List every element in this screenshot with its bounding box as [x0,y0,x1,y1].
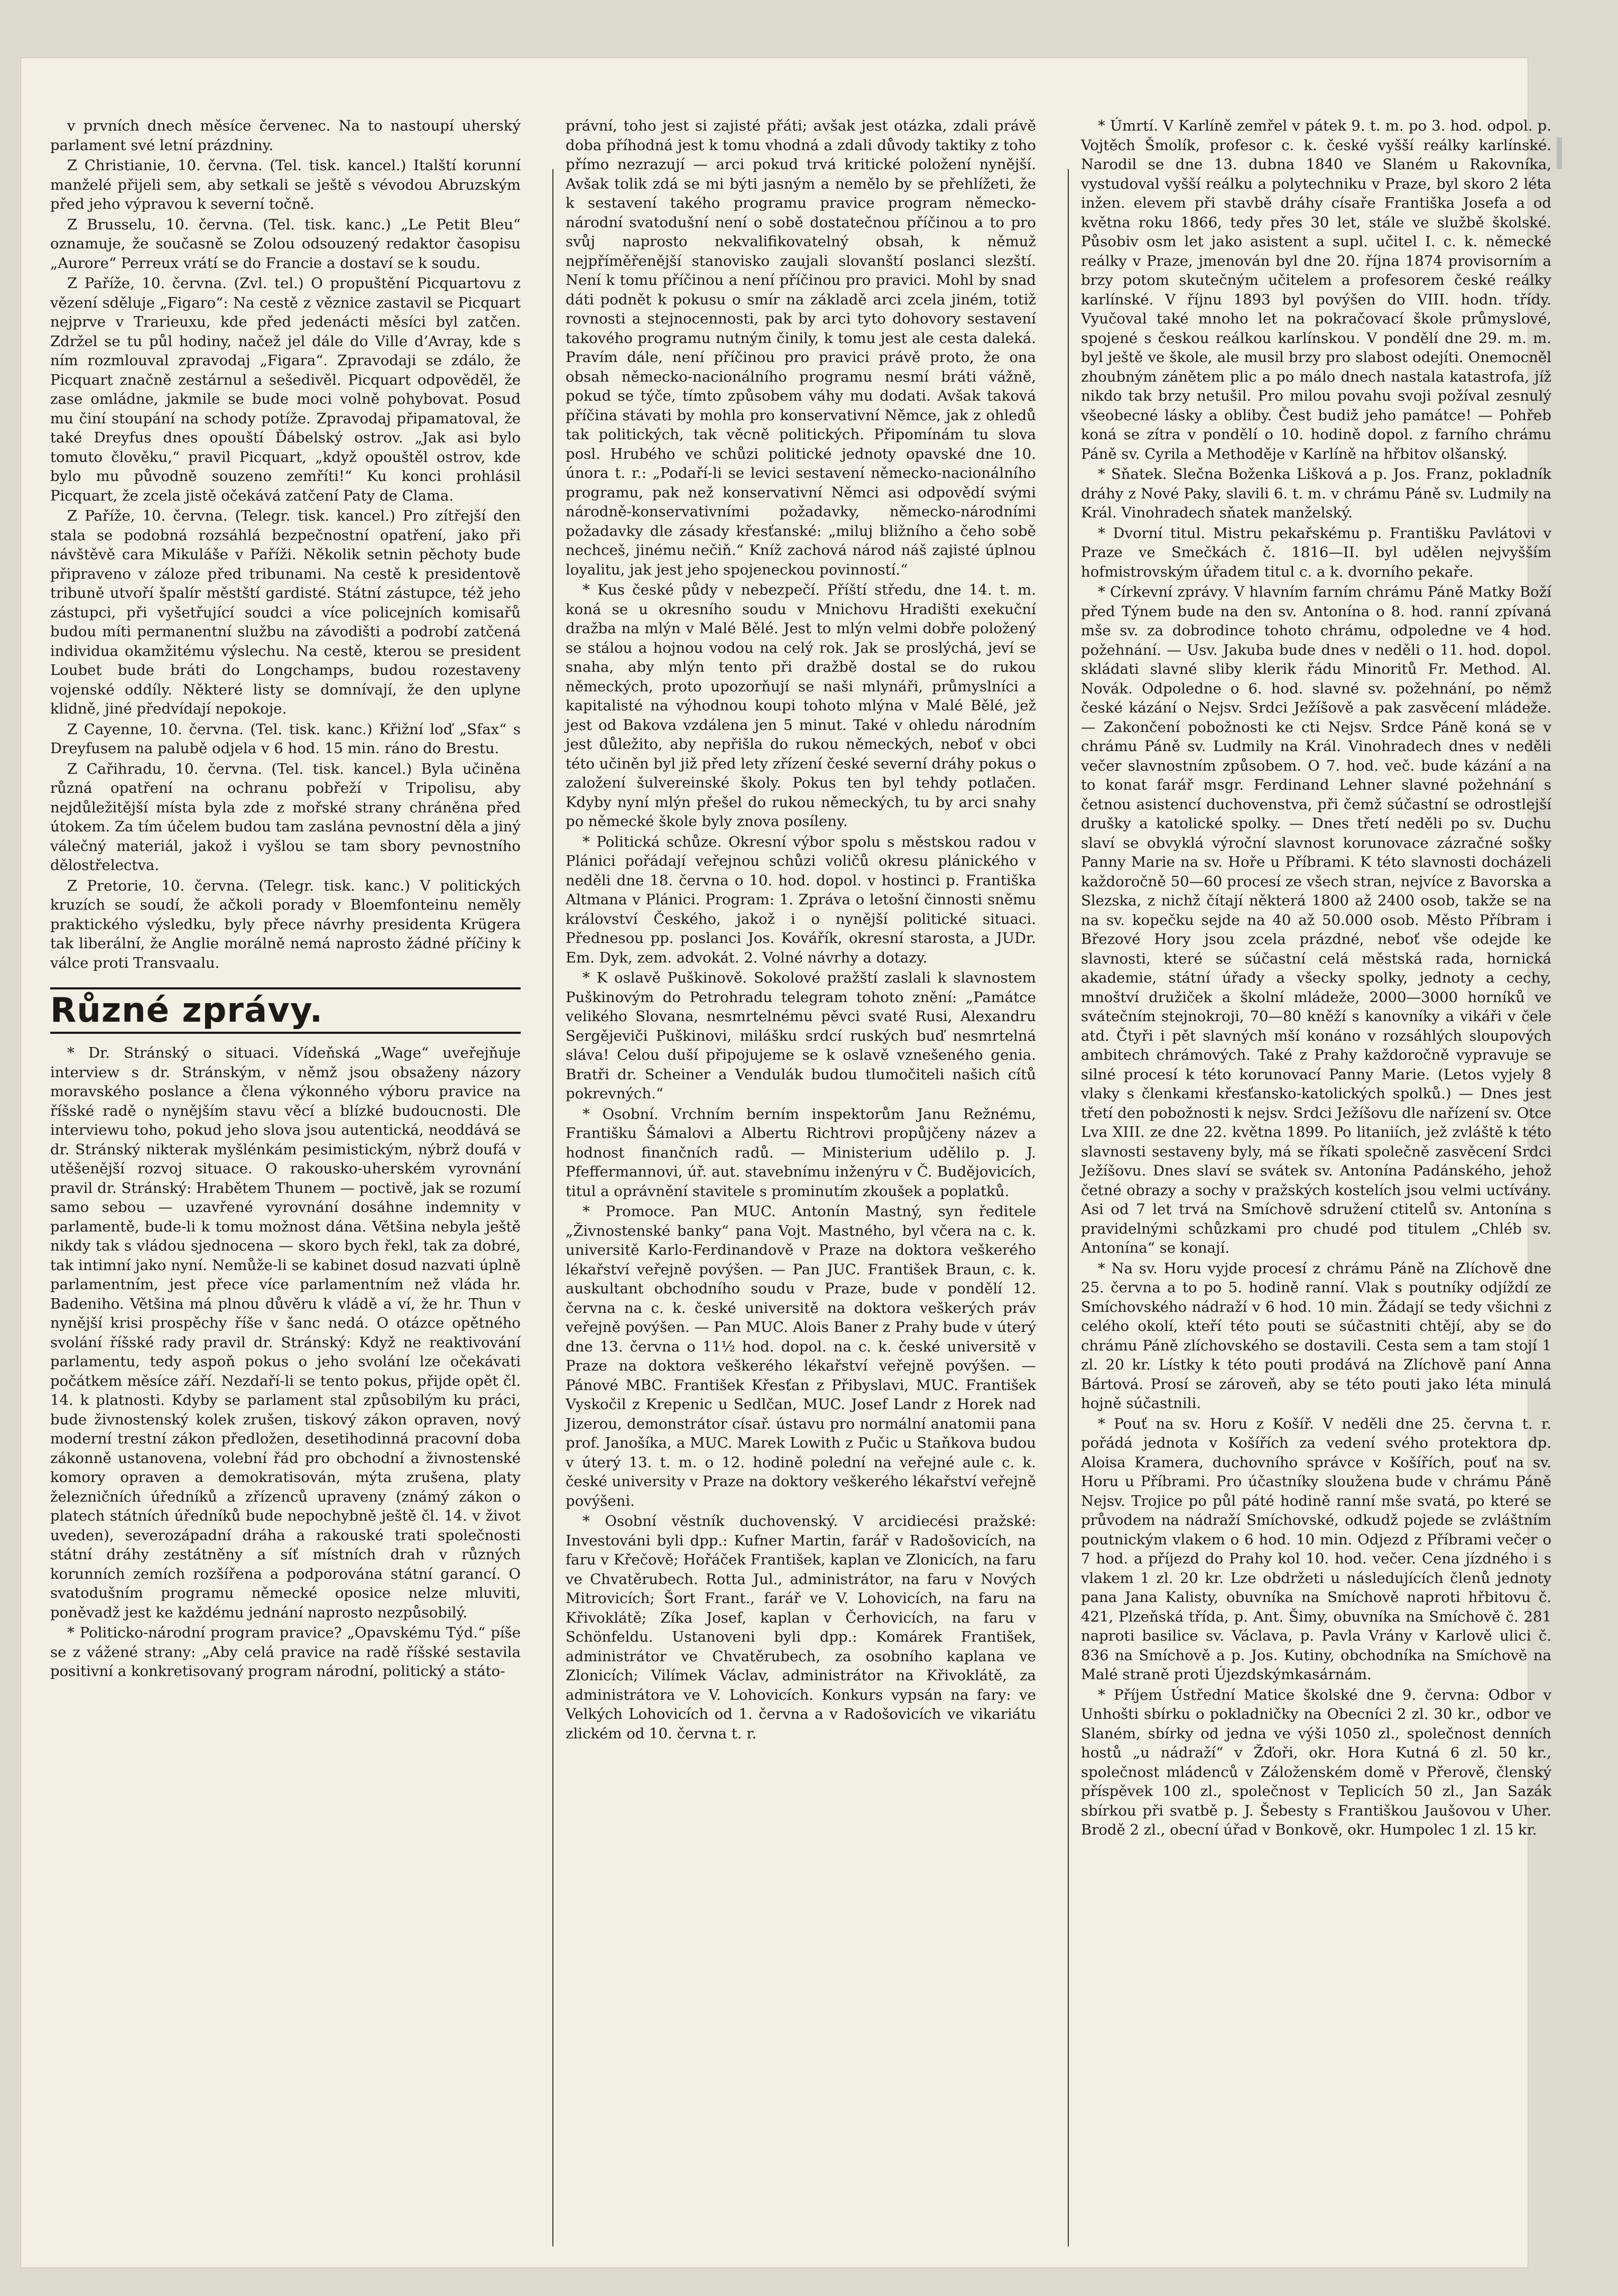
news-paragraph: * Církevní zprávy. V hlavním farním chrámu Páně Matky Boží před Týnem bude na den sv. Antonína o 8. hod. ranní zpívaná mše sv. za dobrodince tohoto chrámu, odpoledne ve 4 hod. požehnání. — Usv. Jakuba bude dnes v neděli o 11. hod. dopol. skládati slavné sliby klerik řádu Minoritů Fr. Method. Al. Novák. Odpoledne o 6. hod. slavné sv. požehnání, po němž české kázání o Nejsv. Srdci Ježíšově a pak zasvěcení mládeže. — Zakončení pobožnosti ke cti Nejsv. Srdce Páně koná se v chrámu Páně sv. Ludmily na Král. Vinohradech dnes v neděli večer slavnostním způsobem. O 7. hod. več. bude kázání a na to konat farář msgr. Ferdinand Lehner slavné požehnání s četnou asistencí duchovenstva, při čemž súčastní se odrostlejší drušky a katolické spolky. — Dnes třetí neděli po sv. Duchu slaví se obvyklá výroční slavnost korunovace zázračné sošky Panny Marie na sv. Hoře u Příbrami. K této slavnosti docházeli každoročně 50—60 procesí ze všech stran, nejvíce z Bavorska a Slezska, z nichž čítají některá 1800 až 2400 osob, takže se na na sv. kopečku sejde na 40 až 50.000 osob. Město Příbram i Březové Hory jsou zcela prázdné, neboť vše odejde ke slavnosti, které se súčastní celá městská rada, hornická akademie, státní úřady a všecky spolky, jednoty a cechy, mnoštví družiček a školní mládeže, 2000—3000 horníků ve svátečním stejnokroji, 70—80 kněží s kanovníky a vikáři v čele atd. Čtyři i pět slavných mší konáno v rozsáhlých sloupových ambitech chrámových. Také z Prahy každoročně vypravuje se silné procesí k této korunovací Panny Marie. (Letos vyjely 8 vlaky s členkami křesťansko-katolických spolků.) — Dnes jest třetí den pobožnosti k nejsv. Srdci Ježíšovu dle nařízení sv. Otce Lva XIII. ze dne 22. května 1899. Po litaniích, jež zvláště k této slavnosti sestaveny byly, má se říkati společně zasvěcení Srdci Ježíšovu. Dnes slaví se svátek sv. Antonína Padánského, jehož četné obrazy a sochy v pražských kostelích jsou velmi uctívány. Asi od 7 let trvá na Smíchově sdružení ctitelů sv. Antonína s pravidelnými schůzkami pro chudé pod titulem „Chléb sv. Antonína“ se konají. [1081,584,1551,1256]
column-left [50,116,521,1681]
news-paragraph: * Pouť na sv. Horu z Košíř. V neděli dne 25. června t. r. pořádá jednota v Košířích za vedení svého protektora dp. Aloisa Kramera, duchovního správce v Košířích, pouť na sv. Horu u Příbrami. Pro účastníky sloužena bude v chrámu Páně Nejsv. Trojice po půl páté hodině ranní mše svatá, po které se průvodem na nádraží Smíchovské, odkudž pojede se zvláštním poutnickým vlakem o 6 hod. 10 min. Odjezd z Příbrami večer o 7 hod. a příjezd do Prahy kol 10. hod. večer. Cena jízdného i s vlakem 1 zl. 20 kr. Lze obdržeti u následujících členů jednoty pana Jana Kalisty, obuvníka na Smíchově naproti hřbitovu č. 421, Plzeňská třída, p. Ant. Šimy, obuvníka na Smíchově č. 281 naproti basilice sv. Václava, p. Pavla Vrány v Karlově ulici č. 836 na Smíchově a p. Jos. Kutiny, obchodníka na Smíchově na Malé straně proti Újezdskýmkasárnám. [1081,1415,1551,1683]
column-rule-left [552,169,553,2246]
news-paragraph: * K oslavě Puškinově. Sokolové pražští zaslali k slavnostem Puškinovým do Petrohradu telegram tohoto znění: „Památce velikého Slovana, nesmrtelnému pěvci svaté Rusi, Alexandru Sergějeviči Puškinovi, milášku srdcí ruských buď nesmrtelná sláva! Celou duší připojujeme se k oslavě vznešeného genia. Bratři dr. Scheiner a Vendulák budou tlumočiteli našich cítů pokrevných.“ [566,969,1036,1102]
news-paragraph: * Na sv. Horu vyjde procesí z chrámu Páně na Zlíchově dne 25. června a to po 5. hodině ranní. Vlak s poutníky odjíždí ze Smíchovského nádraží v 6 hod. 10 min. Žádají se tedy všichni z celého okolí, kteří této pouti se súčastniti chtějí, aby se do chrámu Páně zlíchovského se dostavili. Cesta sem a tam stojí 1 zl. 20 kr. Lístky k této pouti prodává na Zlíchově paní Anna Bártová. Prosí se zároveň, aby se této pouti jako léta minulá hojně súčastnili. [1081,1260,1551,1412]
news-paragraph: Z Brusselu, 10. června. (Tel. tisk. kanc.) „Le Petit Bleu“ oznamuje, že současně se Zolou odsouzený redaktor časopisu „Aurore“ Perreux vrátí se do Francie a dostaví se k soudu. [50,216,521,272]
news-paragraph: Z Christianie, 10. června. (Tel. tisk. kancel.) Italští korunní manželé přijeli sem, aby setkali se ještě s vévodou Abruzským před jeho výpravou k severní točně. [50,157,521,212]
news-paragraph: Z Cayenne, 10. června. (Tel. tisk. kanc.) Křižní loď „Sfax“ s Dreyfusem na palubě odjela v 6 hod. 15 min. ráno do Brestu. [50,720,521,757]
newspaper-page [21,58,1551,2267]
news-paragraph: v prvních dnech měsíce červenec. Na to nastoupí uherský parlament své letní prázdniny. [50,117,521,154]
news-paragraph: * Příjem Ústřední Matice školské dne 9. června: Odbor v Unhošti sbírku o pokladničky na Obecníci 2 zl. 30 kr., odbor ve Slaném, sbírky od jedna ve výši 1050 zl., společnost denních hostů „u nádraží“ v Žďoři, okr. Hora Kutná 6 zl. 50 kr., společnost mládenců v Záloženském domě v Přerově, členský příspěvek 100 zl., společnost v Teplicích 50 zl., Jan Sazák sbírkou při svatbě p. J. Šebesty s Františkou Jaušovou v Uher. Brodě 2 zl., obecní úřad v Bonkově, okr. Humpolec 1 zl. 15 kr. [1081,1686,1551,1838]
page-margin-mark [1557,137,1562,169]
news-paragraph: * Sňatek. Slečna Boženka Lišková a p. Jos. Franz, pokladník dráhy z Nové Paky, slavili 6. t. m. v chrámu Páně sv. Ludmily na Král. Vinohradech sňatek manželský. [1081,466,1551,521]
news-paragraph: * Osobní. Vrchním berním inspektorům Janu Režnému, Františku Šámalovi a Albertu Richtrovi propůjčeny název a hodnost finančních radů. — Ministerium udělilo p. J. Pfeffermannovi, úř. aut. stavebnímu inženýru v Č. Budějovicích, titul a oprávnění stavitele s prominutím zkoušek a poplatků. [566,1105,1036,1200]
news-paragraph: Z Cařihradu, 10. června. (Tel. tisk. kancel.) Byla učiněna různá opatření na ochranu pobřeží v Tripolisu, aby nejdůležitější místa byla zde z mořské strany chráněna před útokem. Za tím účelem budou tam zaslána pevnostní děla a jiný válečný materiál, jakož i vyšlou se tam sbory pevnostního dělostřelectva. [50,760,521,874]
column-rule-right [1068,169,1069,2246]
news-paragraph: * Kus české půdy v nebezpečí. Příští středu, dne 14. t. m. koná se u okresního soudu v Mnichovu Hradišti exekuční dražba na mlýn v Malé Bělé. Jest to mlýn velmi dobře položený se stálou a hojnou vodou na celý rok. Jak se proslýchá, jeví se snaha, aby mlýn tento při dražbě dostal se do rukou německých, proto upozorňují se naši mlynáři, průmyslníci a kapitalisté na výhodnou koupi tohoto mlýna v Malé Bělé, jež jest od Bakova vzdálena jen 5 minut. Také v ohledu národním jest důležito, aby nepřišla do rukou německých, neboť v obci této učiněn byl již před lety zřízení české severní dráhy pokus o založení šulvereinské školy. Pokus ten byl tehdy potlačen. Kdyby nyní mlýn přešel do rukou německých, tu by arci snahy po německé škole byly znova posíleny. [566,581,1036,830]
news-paragraph: * Úmrtí. V Karlíně zemřel v pátek 9. t. m. po 3. hod. odpol. p. Vojtěch Šmolík, profesor c. k. české vyšší reálky karlínské. Narodil se dne 13. dubna 1840 ve Slaném u Rakovníka, vystudoval vyšší reálku a polytechniku v Praze, byl skoro 2 léta inžen. elevem při stavbě dráhy císaře Františka Josefa a od května roku 1866, tedy přes 30 let, stále ve službě školské. Působiv osm let jako asistent a supl. učitel I. c. k. německé reálky v Praze, jmenován byl dne 20. října 1874 provisorním a brzy potom skutečným učitelem a profesorem české reálky karlínské. V říjnu 1893 byl povýšen do VIII. hodn. třídy. Vyučoval také mnoho let na pokračovací škole průmyslové, spojené s českou reálkou karlínskou. V pondělí dne 29. m. m. byl ještě ve škole, ale musil brzy pro slabost odejíti. Onemocněl zhoubným zánětem plic a po málo dnech nastala katastrofa, jíž nikdo tak brzy netušil. Pro milou povahu svoji požíval zesnulý všeobecné lásky a obliby. Čest budiž jeho památce! — Pohřeb koná se zítra v pondělí o 10. hodině dopol. z farního chrámu Páně sv. Cyrila a Methoděje v Karlíně na hřbitov olšanský. [1081,117,1551,462]
news-paragraph: * Dvorní titul. Mistru pekařskému p. Františku Pavlátovi v Praze ve Smečkách č. 1816—II. byl udělen nejvyšším hofmistrovským úřadem titul c. a k. dvorního pekaře. [1081,524,1551,580]
column-middle [566,116,1036,1743]
news-paragraph: * Promoce. Pan MUC. Antonín Mastný, syn ředitele „Živnostenské banky“ pana Vojt. Mastného, byl včera na c. k. universitě Karlo-Ferdinandově v Praze na doktora veškerého lékařství veřejně povýšen. — Pan JUC. František Braun, c. k. auskultant obchodního soudu v Praze, bude v pondělí 12. června na c. k. české universitě na doktora veškerých práv veřejně povýšen. — Pan MUC. Alois Baner z Prahy bude v úterý dne 13. června o 11½ hod. dopol. na c. k. české universitě v Praze na doktora veškerého lékařství veřejně povýšen. — Pánové MBC. František Křesťan z Přibyslavi, MUC. František Vyskočil z Krepenic u Sedlčan, MUC. Josef Landr z Horek nad Jizerou, demonstrátor císař. ústavu pro normální anatomii pana prof. Janošíka, a MUC. Marek Lowith z Pučic u Staňkova budou v úterý 13. t. m. o 12. hodině polední na veřejné aule c. k. české university v Praze na doktory veškerého lékařství veřejně povýšeni. [566,1203,1036,1510]
news-paragraph: * Politická schůze. Okresní výbor spolu s městskou radou v Plánici pořádají veřejnou schůzi voličů okresu plánického v neděli dne 18. června o 10. hod. dopol. v hostinci p. Františka Altmana v Plánici. Program: 1. Zpráva o letošní činnosti sněmu království Českého, jakož i o nynější politické situaci. Přednesou pp. poslanci Jos. Kovářík, okresní starosta, a JUDr. Em. Dyk, zem. advokát. 2. Volné návrhy a dotazy. [566,833,1036,966]
news-paragraph: Z Paříže, 10. června. (Zvl. tel.) O propuštění Picquartovu z vězení sděluje „Figaro“: Na cestě z věznice zastavil se Picquart nejprve v Trarieuxu, kde před jedenácti měsíci byl zatčen. Zdržel se tu půl hodiny, načež jel dále do Ville d’Avray, kde s ním rozmlouval zpravodaj „Figara“. Zpravodaji se zdálo, že Picquart značně zestárnul a sešedivěl. Picquart odpověděl, že zase omládne, jakmile se bude moci volně pohybovat. Posud mu činí stoupání na schody potíže. Zpravodaj připamatoval, že také Dreyfus dnes opouští Ďábelský ostrov. „Jak asi bylo tomuto člověku,“ pravil Picquart, „když opouštěl ostrov, kde bylo mu původně souzeno zemříti!“ Ku konci prohlásil Picquart, že zcela jistě očekává zatčení Paty de Clama. [50,275,521,504]
news-paragraph: * Dr. Stránský o situaci. Vídeňská „Wage“ uveřejňuje interview s dr. Stránským, v němž jsou obsaženy názory moravského poslance a člena výkonného výboru pravice na říšské radě o nynějším stavu věcí a blízké budoucnosti. Dle interviewu toho, pokud jeho slova jsou autentická, neoddává se dr. Stránský nikterak myšlénkám pesimistickým, nýbrž doufá v utěšenější rozvoj situace. O rakousko-uherském vyrovnání pravil dr. Stránský: Hrabětem Thunem — poctivě, jak se rozumí samo sebou — uzavřené vyrovnání dosáhne indemnity v parlamentě, bude-li k tomu možnost dána. Většina nebyla ještě nikdy tak s vládou sjednocena — skoro bych řekl, tak za dobré, tak intimní jako nyní. Nemůže-li se kabinet dosud nazvati úplně parlamentním, jest přece více parlamentním než vláda hr. Badeniho. Většina má plnou důvěru k vládě a ví, že hr. Thun v nynější krisi prospěchy říše v šanc nedá. O otázce opětného svolání říšské rady pravil dr. Stránský: Když ne reaktivování parlamentu, tedy aspoň pokus o jeho svolání lze očekávati počátkem měsíce září. Nezdaří-li se tento pokus, přijde opět čl. 14. k platnosti. Kdyby se parlament stal způsobilým ku práci, bude živnostenský kolek zrušen, tiskový zákon opraven, nový moderní trestní zákon předložen, desetihodinná pracovní doba zákonně ustanovena, volební řád pro obchodní a živnostenské komory opraven a demokratisován, mýta zrušena, platy železničních úředníků a zřízenců upraveny (známý zákon o platech státních úředníků bude nepochybně ještě čl. 14. v život uveden), severozápadní dráha a rakouské trati společnosti státní dráhy zestátněny a síť místních drah v různých korunních zemích rozšířena a podporována státní garancí. O svatodušním programu německé oposice nelze mluviti, poněvadž jest ke každému jednání naprosto nezpůsobilý. [50,1044,521,1621]
section-heading: Různé zprávy. [50,987,521,1034]
news-paragraph: * Politicko-národní program pravice? „Opavskému Týd.“ píše se z vážené strany: „Aby celá pravice na radě říšské sestavila positivní a konkretisovaný program národní, politický a státo- [50,1624,521,1680]
news-paragraph: * Osobní věstník duchovenský. V arcidiecési pražské: Investováni byli dpp.: Kufner Martin, farář v Radošovicích, na faru v Křečově; Hořáček František, kaplan ve Zlonicích, na faru ve Chvatěrubech. Rotta Jul., administrátor, na faru v Nových Mitrovicích; Šort Frant., farář ve V. Lohovicích, na faru na Křivoklátě; Zíka Josef, kaplan v Čerhovicích, na faru v Schönfeldu. Ustanoveni byli dpp.: Komárek František, administrátor ve Chvatěrubech, za osobního kaplana ve Zlonicích; Vilímek Václav, administrátor na Křivoklátě, za administrátora ve V. Lohovicích. Konkurs vypsán na fary: ve Velkých Lohovicích od 1. června a v Radošovicích ve vikariátu zlickém od 10. června t. r. [566,1513,1036,1742]
news-paragraph: Z Pretorie, 10. června. (Telegr. tisk. kanc.) V politických kruzích se soudí, že ačkoli porady v Bloemfonteinu neměly praktického výsledku, byly přece návrhy presidenta Krügera tak liberální, že Anglie morálně nemá naprosto žádné příčiny k válce proti Transvaalu. [50,877,521,971]
news-paragraph: Z Paříže, 10. června. (Telegr. tisk. kancel.) Pro zítřejší den stala se podobná rozsáhlá bezpečnostní opatření, jako při návštěvě cara Mikuláše v Paříži. Několik setnin pěchoty bude připraveno v záloze před tribunami. Na cestě k presidentově tribuně utvoří špalír městští gardisté. Státní zástupce, též jeho zástupci, při vyšetřující soudci a více policejních komisařů budou míti permanentní službu na závodišti a podrobí zatčená individua okamžitému výslechu. Na cestě, kterou se president Loubet bude bráti do Longchamps, budou rozestaveny vojenské oddíly. Některé listy se domnívají, že den uplyne klidně, jiné předvídají nepokoje. [50,507,521,717]
column-right [1081,116,1551,1840]
news-paragraph: právní, toho jest si zajisté přáti; avšak jest otázka, zdali právě doba příhodná jest k tomu vhodná a zdali důvody taktiky z toho přímo nezrazují — arci pokud trvá kritické položení nynější. Avšak tolik zdá se mi býti jasným a nemělo by se přehlížeti, že k sestavení takého programu pravice program německo-národní svatodušní není o sobě dostatečnou příčinou a to pro svůj naprosto nekvalifikovatelný obsah, k němuž nejpříměřenější stanovisko zaujali slovanští poslanci slezští. Není k tomu příčinou a není příčinou pro pravici. Mohl by snad dáti podnět k pokusu o smír na základě arci zcela jiném, totiž rovnosti a stejnocennosti, pak by arci tyto dohovory sestavení takového programu nutným činily, k tomu jest ale cesta daleká. Pravím dále, není příčinou pro pravici právě proto, že ona obsah německo-nacionálního programu nesmí bráti vážně, pokud se týče, tímto způsobem váhy mu dodati. Avšak taková příčina stávati by mohla pro konservativní Němce, jak z ohledů tak politických, tak věcně politických. Připomínám tu slova posl. Hrubého ve schůzi politické jednoty opavské dne 10. února t. r.: „Podaří-li se levici sestavení německo-nacionálního programu, pak než konservativní Němci asi odpovědí svými národně-konservativními požadavky, německo-národními požadavky dle zásady křesťanské: „miluj bližního a čeho sobě nechceš, jinému nečiň.“ Kníž zachová národ náš zajisté úplnou loyalitu, jak jest jeho spojeneckou povinností.“ [566,117,1036,578]
